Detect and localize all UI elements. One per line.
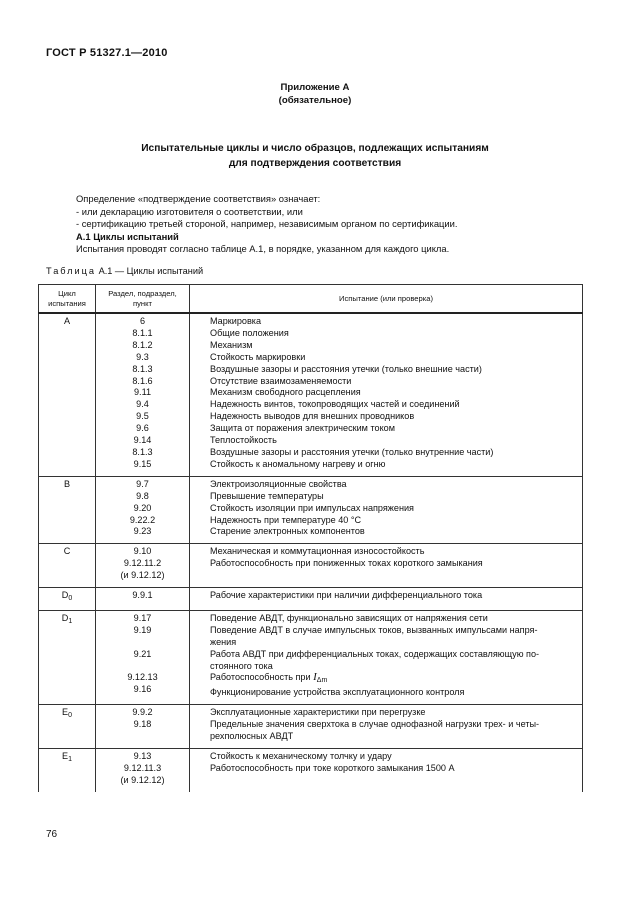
test-name-text: Надежность винтов, токопроводящих частей и соединений xyxy=(210,399,460,410)
test-cell xyxy=(190,476,583,544)
section-cell xyxy=(96,313,190,476)
page-number: 76 xyxy=(46,829,58,840)
cycle-label: A xyxy=(63,316,71,326)
section-ref: 8.1.3 xyxy=(132,363,153,374)
test-name xyxy=(210,447,572,459)
section-ref xyxy=(96,661,189,673)
test-name xyxy=(210,637,572,649)
current-symbol: I xyxy=(313,671,317,684)
section-ref: 9.8 xyxy=(136,490,149,501)
test-name-text: Электроизоляционные свойства xyxy=(210,478,347,489)
test-cell xyxy=(190,610,583,704)
subsection-heading: А.1 Циклы испытаний xyxy=(76,230,179,242)
section-ref: 9.20 xyxy=(133,502,152,513)
section-ref: (и 9.12.12) xyxy=(120,570,165,581)
test-name-text: Надежность при температуре 40 °С xyxy=(210,514,362,525)
section-ref: 9.9.2 xyxy=(132,707,153,718)
test-name-text: Стойкость к аномальному нагреву и огню xyxy=(210,458,386,469)
cycle-cell xyxy=(39,313,96,476)
cycle-label: E xyxy=(62,707,69,718)
section-cell xyxy=(96,476,190,544)
table-row xyxy=(39,476,583,544)
cycle-subscript: 0 xyxy=(68,712,72,720)
test-name-text: жения xyxy=(210,636,237,647)
test-name-text: Механизм xyxy=(210,339,253,350)
cycle-label: D xyxy=(61,612,69,623)
header-test: Испытание (или проверка) xyxy=(190,285,583,314)
test-name xyxy=(210,590,572,602)
table-caption xyxy=(46,266,203,276)
test-cell xyxy=(190,544,583,588)
table-row xyxy=(39,544,583,588)
test-name xyxy=(210,707,572,719)
test-name-text: Превышение температуры xyxy=(210,490,324,501)
test-name xyxy=(210,316,572,328)
test-name xyxy=(210,558,572,570)
test-name-text: Отсутствие взаимозаменяемости xyxy=(210,375,352,386)
test-name xyxy=(210,613,572,625)
cycle-cell xyxy=(39,749,96,792)
section-cell xyxy=(96,705,190,749)
test-name-text: Механизм свободного расцепления xyxy=(210,387,361,398)
cycle-cell xyxy=(39,705,96,749)
test-name-text: стоянного тока xyxy=(210,660,273,671)
section-cell xyxy=(96,749,190,792)
section-cell xyxy=(96,588,190,611)
section-cell xyxy=(96,544,190,588)
document-header: ГОСТ Р 51327.1—2010 xyxy=(46,47,168,59)
test-name-text: Стойкость маркировки xyxy=(210,351,306,362)
test-name xyxy=(210,459,572,471)
cycle-cell xyxy=(39,610,96,704)
section-ref xyxy=(96,637,189,649)
section-ref: 9.11 xyxy=(133,387,152,398)
section-ref: (и 9.12.12) xyxy=(120,774,165,785)
section-cell xyxy=(96,610,190,704)
intro-line: - сертификацию третьей стороной, например, независимым органом по сертификации. xyxy=(76,218,458,230)
test-name xyxy=(210,687,572,699)
test-name xyxy=(210,751,572,763)
test-name-text: Функционирование устройства эксплуатационного контроля xyxy=(210,687,465,698)
section-ref: 9.12.11.3 xyxy=(123,762,162,773)
table-row xyxy=(39,610,583,704)
section-ref: 6 xyxy=(139,316,146,326)
test-name xyxy=(210,661,572,673)
current-symbol-subscript: Δm xyxy=(316,677,328,685)
test-name-text: Механическая и коммутационная износостойкость xyxy=(210,546,425,557)
test-name xyxy=(210,570,572,582)
section-ref: 9.18 xyxy=(133,719,152,730)
test-cycles-table xyxy=(38,284,583,792)
test-name-text: Поведение АВДТ, функционально зависящих от напряжения сети xyxy=(210,612,488,623)
section-ref: 9.17 xyxy=(133,612,152,623)
section-ref: 9.9.1 xyxy=(132,590,153,601)
test-name xyxy=(210,340,572,352)
header-section: Раздел, подраздел, пункт xyxy=(96,285,190,314)
test-name-text: Эксплуатационные характеристики при перегрузке xyxy=(210,707,426,718)
test-name-text: Стойкость изоляции при импульсах напряжения xyxy=(210,502,414,513)
test-cell xyxy=(190,588,583,611)
test-name-text: Маркировка xyxy=(210,316,262,326)
test-name-text: Воздушные зазоры и расстояния утечки (только внешние части) xyxy=(210,363,482,374)
test-name-text: Работа АВДТ при дифференциальных токах, содержащих составляющую по- xyxy=(210,648,540,659)
intro-line: Испытания проводят согласно таблице А.1, в порядке, указанном для каждого цикла. xyxy=(76,243,450,255)
cycle-label: E xyxy=(62,751,69,761)
test-name xyxy=(210,515,572,527)
cycle-subscript: 1 xyxy=(68,617,73,625)
section-ref: 9.10 xyxy=(133,546,152,557)
table-row xyxy=(39,588,583,611)
section-ref: 9.19 xyxy=(133,624,152,635)
test-name xyxy=(210,775,572,787)
section-ref: 8.1.3 xyxy=(132,446,153,457)
section-ref: 9.12.13 xyxy=(127,672,158,683)
section-ref: 8.1.2 xyxy=(132,339,153,350)
test-name xyxy=(210,719,572,731)
test-name-text: Надежность выводов для внешних проводников xyxy=(210,411,415,422)
test-name-text: Предельные значения сверхтока в случае однофазной нагрузки трех- и четы- xyxy=(210,719,540,730)
appendix-title: Приложение А xyxy=(280,82,350,93)
appendix-subtitle: (обязательное) xyxy=(278,95,352,106)
section-ref: 9.15 xyxy=(133,458,152,469)
test-name xyxy=(210,526,572,538)
intro-text xyxy=(76,193,596,256)
section-ref: 9.16 xyxy=(133,684,152,695)
test-name-text: Поведение АВДТ в случае импульсных токов, вызванных импульсами напря- xyxy=(210,624,538,635)
cycle-label: B xyxy=(63,478,71,489)
table-caption-text: А.1 — Циклы испытаний xyxy=(98,266,204,276)
section-ref: 9.4 xyxy=(136,399,149,410)
test-name xyxy=(210,763,572,775)
section-ref: 8.1.1 xyxy=(132,327,153,338)
section-ref: 9.7 xyxy=(136,478,149,489)
header-cycle: Цикл испытания xyxy=(39,285,96,314)
section-ref: 9.22.2 xyxy=(129,514,156,525)
test-name xyxy=(210,731,572,743)
test-name xyxy=(210,328,572,340)
test-name xyxy=(210,649,572,661)
table-row xyxy=(39,313,583,476)
test-name xyxy=(210,387,572,399)
test-name xyxy=(210,399,572,411)
section-ref: 9.14 xyxy=(133,435,152,446)
table-row xyxy=(39,705,583,749)
table-row xyxy=(39,749,583,792)
test-name xyxy=(210,546,572,558)
test-cell xyxy=(190,749,583,792)
test-name xyxy=(210,364,572,376)
cycle-label: C xyxy=(63,546,71,557)
test-name-text: Работоспособность при xyxy=(210,672,314,683)
intro-line: Определение «подтверждение соответствия» означает: xyxy=(76,193,321,204)
section-ref: 9.21 xyxy=(133,648,152,659)
test-name-text: рехполюсных АВДТ xyxy=(210,731,294,742)
cycle-subscript: 0 xyxy=(68,595,73,603)
test-name xyxy=(210,435,572,447)
cycle-label: D xyxy=(61,590,69,601)
section-ref: 9.3 xyxy=(136,351,149,362)
test-name xyxy=(210,423,572,435)
cycle-cell xyxy=(39,476,96,544)
test-name xyxy=(210,352,572,364)
test-name-text: Работоспособность при пониженных токах короткого замыкания xyxy=(210,558,483,569)
test-cell xyxy=(190,313,583,476)
cycle-cell xyxy=(39,544,96,588)
section-ref: 8.1.6 xyxy=(132,375,153,386)
test-name xyxy=(210,376,572,388)
table-body xyxy=(39,313,583,792)
test-name-text: Теплостойкость xyxy=(210,435,277,446)
section-ref: 9.13 xyxy=(133,751,152,761)
section-ref: 9.6 xyxy=(136,423,149,434)
test-cell xyxy=(190,705,583,749)
cycle-cell xyxy=(39,588,96,611)
test-name xyxy=(210,491,572,503)
section-title-line2: для подтверждения соответствия xyxy=(228,158,402,169)
section-ref: 9.5 xyxy=(136,411,149,422)
test-name xyxy=(210,625,572,637)
section-ref: 9.23 xyxy=(133,526,152,537)
test-name-text: Старение электронных компонентов xyxy=(210,526,365,537)
intro-line: - или декларацию изготовителя о соответствии, или xyxy=(76,205,303,217)
cycle-subscript: 1 xyxy=(68,756,72,763)
test-name xyxy=(210,672,572,687)
test-name-text: Общие положения xyxy=(210,327,289,338)
test-name-text: Работоспособность при токе короткого замыкания 1500 А xyxy=(210,762,455,773)
section-title-line1: Испытательные циклы и число образцов, подлежащих испытаниям xyxy=(141,143,489,154)
test-name xyxy=(210,479,572,491)
test-name-text: Защита от поражения электрическим током xyxy=(210,423,395,434)
test-name-text: Стойкость к механическому толчку и удару xyxy=(210,751,392,761)
section-ref xyxy=(96,731,189,743)
section-ref: 9.12.11.2 xyxy=(123,558,162,569)
test-name xyxy=(210,411,572,423)
test-name-text: Рабочие характеристики при наличии дифференциального тока xyxy=(210,590,483,601)
test-name xyxy=(210,503,572,515)
test-name-text: Воздушные зазоры и расстояния утечки (только внутренние части) xyxy=(210,446,494,457)
table-caption-prefix: Таблица xyxy=(46,266,97,276)
